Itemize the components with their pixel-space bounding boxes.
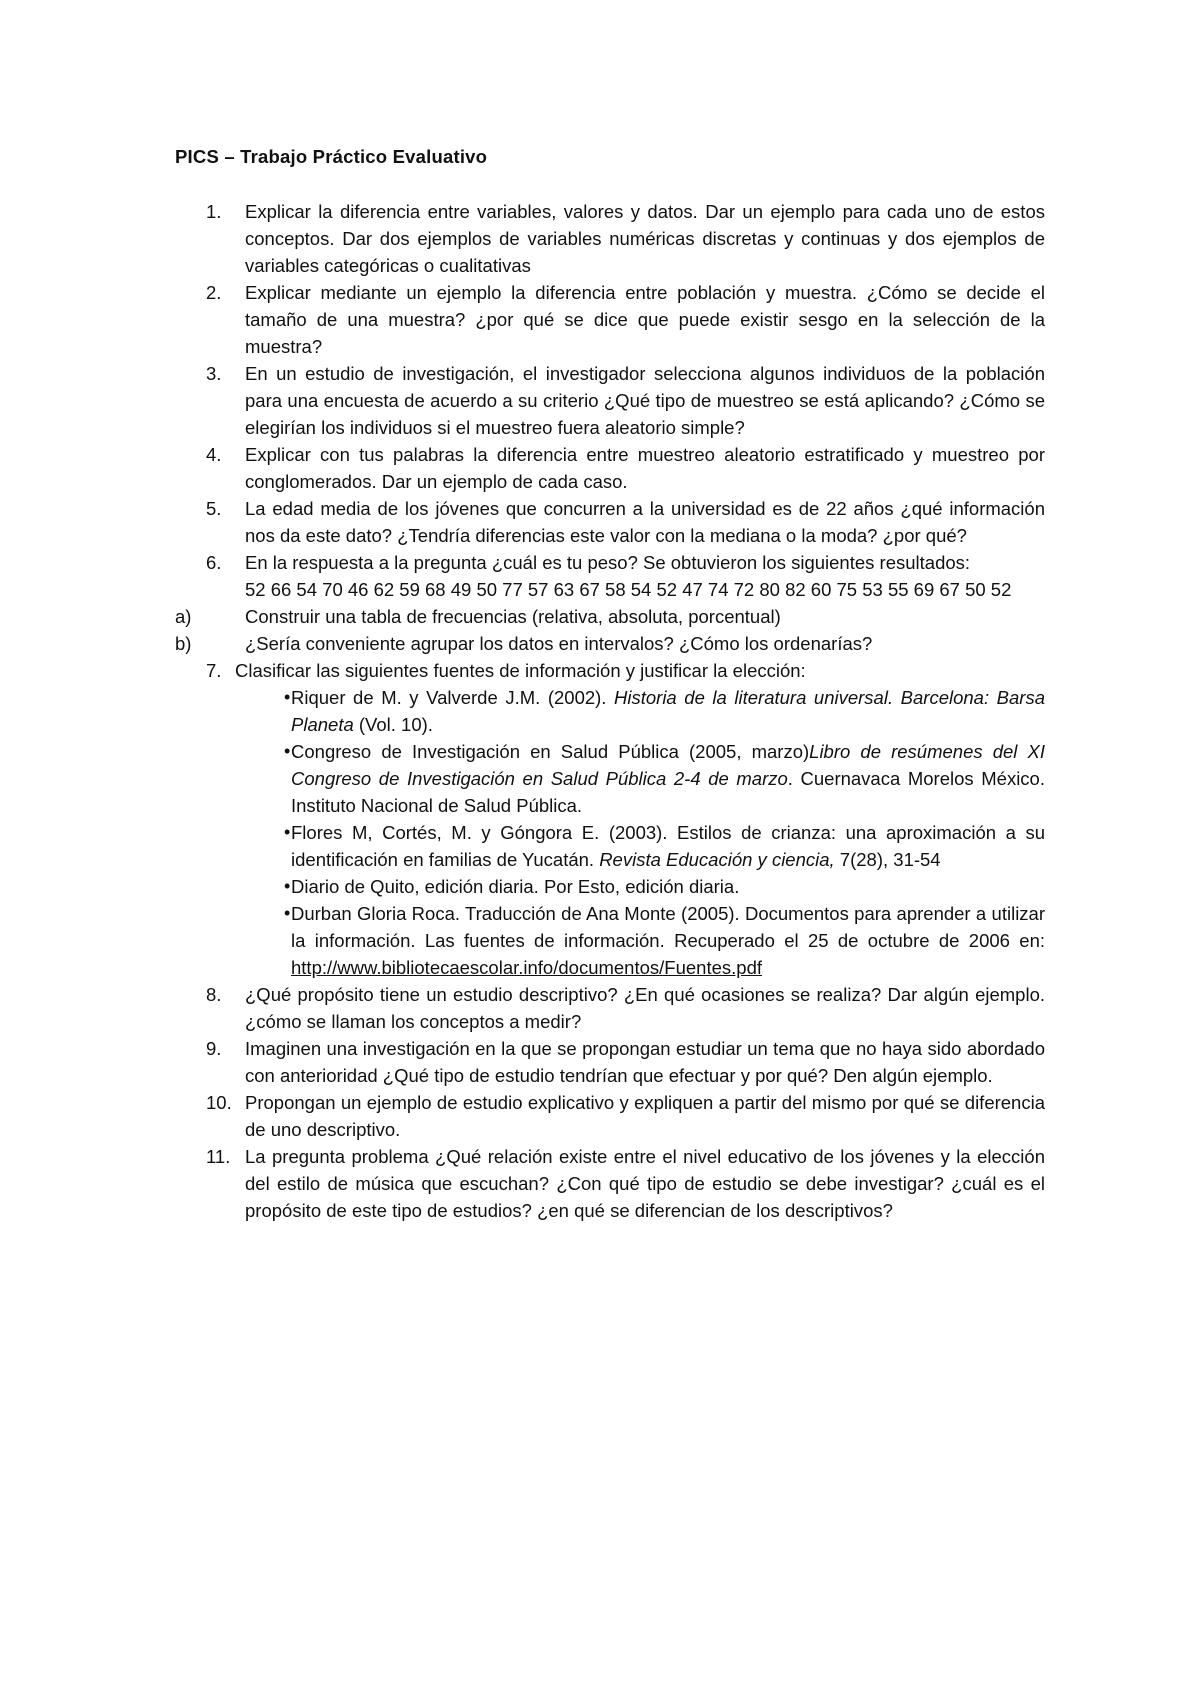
question-5	[175, 495, 1045, 549]
question-7	[175, 657, 1045, 684]
reference-authors: Congreso de Investigación en Salud Pública (2005, marzo)	[291, 741, 810, 762]
question-8	[175, 981, 1045, 1035]
question-number: 10.	[206, 1092, 232, 1113]
reference-item	[175, 738, 1045, 819]
sub-item-text: Construir una tabla de frecuencias (relativa, absoluta, porcentual)	[245, 606, 781, 627]
reference-item	[175, 819, 1045, 873]
question-number: 6.	[206, 552, 222, 573]
question-text: ¿Qué propósito tiene un estudio descriptivo? ¿En qué ocasiones se realiza? Dar algún ejemplo. ¿cómo se llaman los conceptos a medir?	[245, 984, 1045, 1032]
reference-details: . Cuernavaca Morelos México. Instituto Nacional de Salud Pública.	[291, 768, 1045, 816]
reference-link[interactable]: http://www.bibliotecaescolar.info/documentos/Fuentes.pdf	[291, 957, 762, 978]
question-1	[175, 198, 1045, 279]
question-number: 8.	[206, 984, 222, 1005]
reference-list	[175, 684, 1045, 981]
question-text: La pregunta problema ¿Qué relación existe entre el nivel educativo de los jóvenes y la elección del estilo de música que escuchan? ¿Con qué tipo de estudio se debe investigar? ¿cuál es el propósito de este tipo de estudios? ¿en qué se diferencian de los descriptivos?	[245, 1146, 1045, 1221]
question-text: Explicar la diferencia entre variables, valores y datos. Dar un ejemplo para cada uno de estos conceptos. Dar dos ejemplos de variables numéricas discretas y continuas y dos ejemplos de variables categóricas o cualitativas	[245, 201, 1045, 276]
question-number: 1.	[206, 201, 222, 222]
reference-title: Revista Educación y ciencia,	[599, 849, 835, 870]
bullet-icon: •	[284, 903, 291, 923]
sub-item-letter: b)	[175, 633, 192, 654]
reference-authors: Durban Gloria Roca. Traducción de Ana Monte (2005). Documentos para aprender a utilizar la información. Las fuentes de información. Recuperado el 25 de octubre de 2006 en:	[291, 903, 1045, 951]
question-number: 4.	[206, 444, 222, 465]
question-text: Explicar mediante un ejemplo la diferencia entre población y muestra. ¿Cómo se decide el tamaño de una muestra? ¿por qué se dice que puede existir sesgo en la selección de la muestra?	[245, 282, 1045, 357]
question-text: Imaginen una investigación en la que se propongan estudiar un tema que no haya sido abordado con anterioridad ¿Qué tipo de estudio tendrían que efectuar y por qué? Den algún ejemplo.	[245, 1038, 1045, 1086]
question-text: En un estudio de investigación, el investigador selecciona algunos individuos de la población para una encuesta de acuerdo a su criterio ¿Qué tipo de muestreo se está aplicando? ¿Cómo se elegirían los individuos si el muestreo fuera aleatorio simple?	[245, 363, 1045, 438]
question-number: 3.	[206, 363, 222, 384]
reference-item	[175, 873, 1045, 900]
question-3	[175, 360, 1045, 441]
question-text	[245, 549, 1045, 603]
question-10	[175, 1089, 1045, 1143]
page-title: PICS – Trabajo Práctico Evaluativo	[175, 146, 488, 167]
question-2	[175, 279, 1045, 360]
reference-authors: Riquer de M. y Valverde J.M. (2002).	[291, 687, 615, 708]
question-4	[175, 441, 1045, 495]
question-6-sub-b	[175, 630, 1045, 657]
question-number: 9.	[206, 1038, 222, 1059]
question-text: Propongan un ejemplo de estudio explicativo y expliquen a partir del mismo por qué se diferencia de uno descriptivo.	[245, 1092, 1045, 1140]
bullet-icon: •	[284, 822, 291, 842]
question-number: 11.	[206, 1146, 231, 1167]
reference-title: Historia de la literatura universal. Barcelona: Barsa Planeta	[291, 687, 1045, 735]
question-6	[175, 549, 1045, 603]
sub-item-letter: a)	[175, 606, 192, 627]
reference-text	[291, 900, 1045, 981]
question-6-sub-a	[175, 603, 1045, 630]
bullet-icon: •	[284, 741, 291, 761]
reference-details: (Vol. 10).	[353, 714, 433, 735]
question-number: 5.	[206, 498, 222, 519]
bullet-icon: •	[284, 687, 291, 707]
reference-text	[291, 738, 1045, 819]
reference-text	[291, 684, 1045, 738]
reference-authors: Flores M, Cortés, M. y Góngora E. (2003). Estilos de crianza: una aproximación a su identificación en familias de Yucatán.	[291, 822, 1045, 870]
reference-item	[175, 684, 1045, 738]
question-number: 2.	[206, 282, 222, 303]
reference-title: Libro de resúmenes del XI Congreso de Investigación en Salud Pública 2-4 de marzo	[291, 741, 1045, 789]
question-text: Explicar con tus palabras la diferencia entre muestreo aleatorio estratificado y muestreo por conglomerados. Dar un ejemplo de cada caso.	[245, 444, 1045, 492]
document-body	[175, 198, 1045, 1224]
bullet-icon: •	[284, 876, 291, 896]
reference-item	[175, 900, 1045, 981]
sub-item-text: ¿Sería conveniente agrupar los datos en intervalos? ¿Cómo los ordenarías?	[245, 633, 873, 654]
question-6-prompt: En la respuesta a la pregunta ¿cuál es tu peso? Se obtuvieron los siguientes resultados:	[245, 552, 971, 573]
reference-details: 7(28), 31-54	[834, 849, 941, 870]
reference-text: Diario de Quito, edición diaria. Por Esto, edición diaria.	[291, 876, 740, 897]
reference-text	[291, 819, 1045, 873]
weight-data-values: 52 66 54 70 46 62 59 68 49 50 77 57 63 67 58 54 52 47 74 72 80 82 60 75 53 55 69 67 50 52	[245, 579, 1012, 600]
question-text: Clasificar las siguientes fuentes de información y justificar la elección:	[235, 660, 806, 681]
question-9	[175, 1035, 1045, 1089]
question-text: La edad media de los jóvenes que concurren a la universidad es de 22 años ¿qué información nos da este dato? ¿Tendría diferencias este valor con la mediana o la moda? ¿por qué?	[245, 498, 1045, 546]
question-number: 7.	[206, 660, 222, 681]
question-11	[175, 1143, 1045, 1224]
